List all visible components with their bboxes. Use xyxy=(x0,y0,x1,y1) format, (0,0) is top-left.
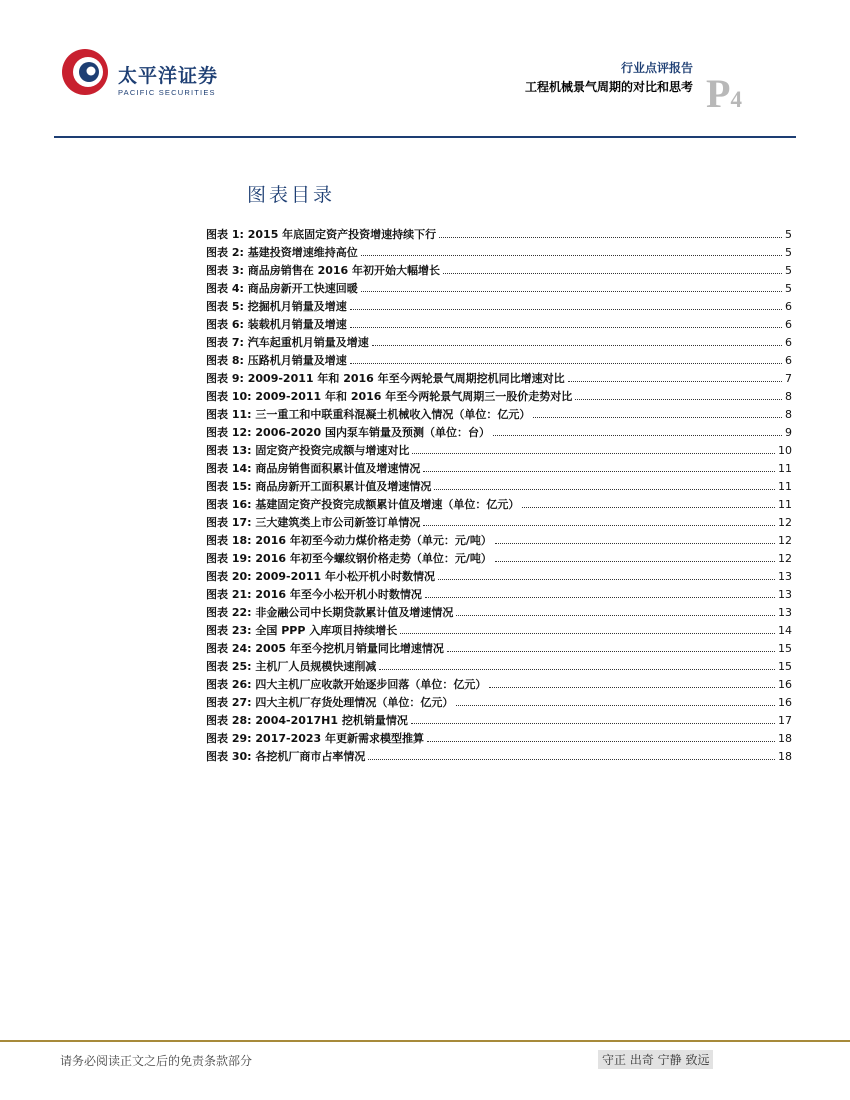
toc-entry-page: 13 xyxy=(778,606,792,619)
toc-entry[interactable] xyxy=(206,694,792,712)
toc-entry-label: 图表 4: xyxy=(206,282,244,295)
toc-entry-title: 2005 年至今挖机月销量同比增速情况 xyxy=(255,642,444,655)
toc-entry-page: 16 xyxy=(778,696,792,709)
toc-entry-title: 各挖机厂商市占率情况 xyxy=(255,750,366,763)
toc-entry-page: 11 xyxy=(778,498,792,511)
toc-entry-page: 17 xyxy=(778,714,792,727)
toc-entry-label: 图表 16: xyxy=(206,498,252,511)
toc-entry-page: 6 xyxy=(785,300,792,313)
toc-entry[interactable] xyxy=(206,712,792,730)
company-logo-icon xyxy=(60,47,110,97)
toc-leader-dots xyxy=(456,705,775,706)
toc-entry-label: 图表 19: xyxy=(206,552,252,565)
toc-leader-dots xyxy=(411,723,775,724)
toc-leader-dots xyxy=(495,543,775,544)
toc-entry-label: 图表 27: xyxy=(206,696,252,709)
toc-entry[interactable] xyxy=(206,550,792,568)
toc-entry-label: 图表 28: xyxy=(206,714,252,727)
toc-leader-dots xyxy=(350,309,782,310)
toc-entry[interactable] xyxy=(206,352,792,370)
toc-entry-title: 四大主机厂存货处理情况（单位：亿元） xyxy=(255,696,454,709)
toc-leader-dots xyxy=(489,687,775,688)
toc-entry-title: 2016 年初至今螺纹钢价格走势（单位：元/吨） xyxy=(255,552,492,565)
toc-entry-page: 16 xyxy=(778,678,792,691)
toc-entry[interactable] xyxy=(206,244,792,262)
toc-leader-dots xyxy=(379,669,775,670)
toc-entry-title: 商品房销售在 2016 年初开始大幅增长 xyxy=(247,264,441,277)
toc-entry[interactable] xyxy=(206,478,792,496)
toc-leader-dots xyxy=(495,561,775,562)
toc-entry-title: 2009-2011 年小松开机小时数情况 xyxy=(255,570,436,583)
toc-leader-dots xyxy=(493,435,782,436)
toc-entry[interactable] xyxy=(206,568,792,586)
toc-entry-label: 图表 20: xyxy=(206,570,252,583)
toc-entry[interactable] xyxy=(206,640,792,658)
toc-entry-label: 图表 7: xyxy=(206,336,244,349)
toc-entry-title: 2004-2017H1 挖机销量情况 xyxy=(255,714,408,727)
toc-entry-title: 2006-2020 国内泵车销量及预测（单位：台） xyxy=(255,426,491,439)
toc-leader-dots xyxy=(361,255,782,256)
toc-entry-page: 11 xyxy=(778,462,792,475)
toc-leader-dots xyxy=(400,633,775,634)
toc-entry-title: 商品房新开工快速回暖 xyxy=(247,282,358,295)
toc-entry-label: 图表 5: xyxy=(206,300,244,313)
toc-entry[interactable] xyxy=(206,316,792,334)
toc-entry-label: 图表 17: xyxy=(206,516,252,529)
toc-entry[interactable] xyxy=(206,262,792,280)
toc-leader-dots xyxy=(368,759,775,760)
page-number-value: 4 xyxy=(730,87,742,112)
toc-leader-dots xyxy=(447,651,775,652)
toc-entry-page: 12 xyxy=(778,516,792,529)
toc-leader-dots xyxy=(434,489,775,490)
toc-entry[interactable] xyxy=(206,748,792,766)
toc-entry-label: 图表 18: xyxy=(206,534,252,547)
footer-disclaimer: 请务必阅读正文之后的免责条款部分 xyxy=(60,1054,253,1068)
toc-entry-label: 图表 11: xyxy=(206,408,252,421)
toc-leader-dots xyxy=(425,597,775,598)
toc-entry-label: 图表 26: xyxy=(206,678,252,691)
toc-leader-dots xyxy=(423,525,775,526)
toc-entry[interactable] xyxy=(206,586,792,604)
toc-leader-dots xyxy=(350,327,782,328)
toc-entry-title: 商品房新开工面积累计值及增速情况 xyxy=(255,480,432,493)
toc-entry-title: 基建投资增速维持高位 xyxy=(247,246,358,259)
toc-entry-label: 图表 29: xyxy=(206,732,252,745)
toc-entry-label: 图表 9: xyxy=(206,372,244,385)
toc-entry-title: 压路机月销量及增速 xyxy=(247,354,347,367)
toc-entry-page: 13 xyxy=(778,588,792,601)
toc-entry-title: 四大主机厂应收款开始逐步回落（单位：亿元） xyxy=(255,678,487,691)
toc-entry[interactable] xyxy=(206,730,792,748)
toc-entry-title: 装载机月销量及增速 xyxy=(247,318,347,331)
toc-entry-title: 全国 PPP 入库项目持续增长 xyxy=(255,624,398,637)
toc-entry[interactable] xyxy=(206,622,792,640)
toc-entry-title: 2016 年至今小松开机小时数情况 xyxy=(255,588,422,601)
toc-entry-title: 2009-2011 年和 2016 年至今两轮景气周期三一股价走势对比 xyxy=(255,390,573,403)
toc-entry[interactable] xyxy=(206,532,792,550)
toc-entry-label: 图表 10: xyxy=(206,390,252,403)
toc-entry[interactable] xyxy=(206,280,792,298)
toc-entry[interactable] xyxy=(206,298,792,316)
toc-entry-page: 5 xyxy=(785,282,792,295)
toc-entry-title: 三一重工和中联重科混凝土机械收入情况（单位：亿元） xyxy=(255,408,531,421)
toc-entry-page: 9 xyxy=(785,426,792,439)
toc-leader-dots xyxy=(439,237,782,238)
toc-leader-dots xyxy=(443,273,782,274)
toc-entry-title: 基建固定资产投资完成额累计值及增速（单位：亿元） xyxy=(255,498,520,511)
report-title: 工程机械景气周期的对比和思考 xyxy=(524,80,693,94)
footer-divider xyxy=(0,1040,850,1042)
toc-entry-label: 图表 6: xyxy=(206,318,244,331)
toc-entry-title: 2016 年初至今动力煤价格走势（单元：元/吨） xyxy=(255,534,492,547)
toc-leader-dots xyxy=(575,399,782,400)
toc-leader-dots xyxy=(423,471,775,472)
toc-entry-label: 图表 22: xyxy=(206,606,252,619)
toc-entry-page: 18 xyxy=(778,750,792,763)
toc-entry-label: 图表 13: xyxy=(206,444,252,457)
toc-entry-page: 5 xyxy=(785,246,792,259)
page-number xyxy=(706,72,742,116)
toc-entry-page: 13 xyxy=(778,570,792,583)
toc-entry-page: 11 xyxy=(778,480,792,493)
toc-entry-title: 2017-2023 年更新需求模型推算 xyxy=(255,732,425,745)
toc-entry-page: 8 xyxy=(785,390,792,403)
footer-motto: 守正 出奇 宁静 致远 xyxy=(598,1050,713,1069)
toc-leader-dots xyxy=(427,741,775,742)
brand-name-en: PACIFIC SECURITIES xyxy=(118,88,216,97)
toc-entry-label: 图表 2: xyxy=(206,246,244,259)
toc-entry-title: 商品房销售面积累计值及增速情况 xyxy=(255,462,421,475)
toc-entry-page: 10 xyxy=(778,444,792,457)
toc-entry[interactable] xyxy=(206,496,792,514)
toc-leader-dots xyxy=(361,291,782,292)
toc-entry-page: 5 xyxy=(785,228,792,241)
toc-entry-page: 6 xyxy=(785,318,792,331)
toc-leader-dots xyxy=(568,381,782,382)
toc-entry-title: 固定资产投资完成额与增速对比 xyxy=(255,444,410,457)
toc-entry-label: 图表 14: xyxy=(206,462,252,475)
toc-entry-title: 挖掘机月销量及增速 xyxy=(247,300,347,313)
toc-leader-dots xyxy=(456,615,775,616)
toc-entry-page: 14 xyxy=(778,624,792,637)
toc-entry-title: 主机厂人员规模快速削减 xyxy=(255,660,377,673)
toc-entry[interactable] xyxy=(206,676,792,694)
toc-entry-page: 7 xyxy=(785,372,792,385)
toc-entry-label: 图表 12: xyxy=(206,426,252,439)
toc-entry-label: 图表 25: xyxy=(206,660,252,673)
toc-entry-label: 图表 24: xyxy=(206,642,252,655)
toc-leader-dots xyxy=(350,363,782,364)
toc-entry-page: 6 xyxy=(785,354,792,367)
toc-leader-dots xyxy=(412,453,775,454)
toc-entry-page: 15 xyxy=(778,642,792,655)
toc-entry-label: 图表 15: xyxy=(206,480,252,493)
toc-entry-label: 图表 8: xyxy=(206,354,244,367)
toc-entry-title: 三大建筑类上市公司新签订单情况 xyxy=(255,516,421,529)
toc-entry[interactable] xyxy=(206,388,792,406)
toc-title: 图表目录 xyxy=(247,184,336,206)
page-number-letter: P xyxy=(706,71,731,116)
toc-entry[interactable] xyxy=(206,460,792,478)
toc-entry-title: 2015 年底固定资产投资增速持续下行 xyxy=(247,228,437,241)
toc-entry-page: 8 xyxy=(785,408,792,421)
toc-leader-dots xyxy=(533,417,782,418)
toc-entry[interactable] xyxy=(206,442,792,460)
toc-entry-title: 汽车起重机月销量及增速 xyxy=(247,336,369,349)
toc-entry[interactable] xyxy=(206,604,792,622)
toc-entry-page: 18 xyxy=(778,732,792,745)
toc-leader-dots xyxy=(372,345,782,346)
toc-entry-page: 15 xyxy=(778,660,792,673)
toc-leader-dots xyxy=(438,579,775,580)
toc-entry[interactable] xyxy=(206,226,792,244)
header-divider xyxy=(54,136,796,138)
toc-entry-page: 5 xyxy=(785,264,792,277)
toc-entry-label: 图表 21: xyxy=(206,588,252,601)
toc-list xyxy=(206,226,792,766)
toc-entry-label: 图表 1: xyxy=(206,228,244,241)
toc-entry[interactable] xyxy=(206,370,792,388)
toc-entry[interactable] xyxy=(206,658,792,676)
brand-name-cn: 太平洋证券 xyxy=(118,65,219,87)
toc-entry-title: 非金融公司中长期贷款累计值及增速情况 xyxy=(255,606,454,619)
toc-entry-page: 6 xyxy=(785,336,792,349)
toc-entry-title: 2009-2011 年和 2016 年至今两轮景气周期挖机同比增速对比 xyxy=(247,372,565,385)
toc-entry[interactable] xyxy=(206,424,792,442)
toc-entry-label: 图表 23: xyxy=(206,624,252,637)
toc-entry-page: 12 xyxy=(778,534,792,547)
toc-entry-page: 12 xyxy=(778,552,792,565)
toc-entry-label: 图表 30: xyxy=(206,750,252,763)
toc-entry[interactable] xyxy=(206,514,792,532)
report-type: 行业点评报告 xyxy=(620,61,693,75)
toc-leader-dots xyxy=(522,507,775,508)
toc-entry-label: 图表 3: xyxy=(206,264,244,277)
toc-entry[interactable] xyxy=(206,406,792,424)
toc-entry[interactable] xyxy=(206,334,792,352)
